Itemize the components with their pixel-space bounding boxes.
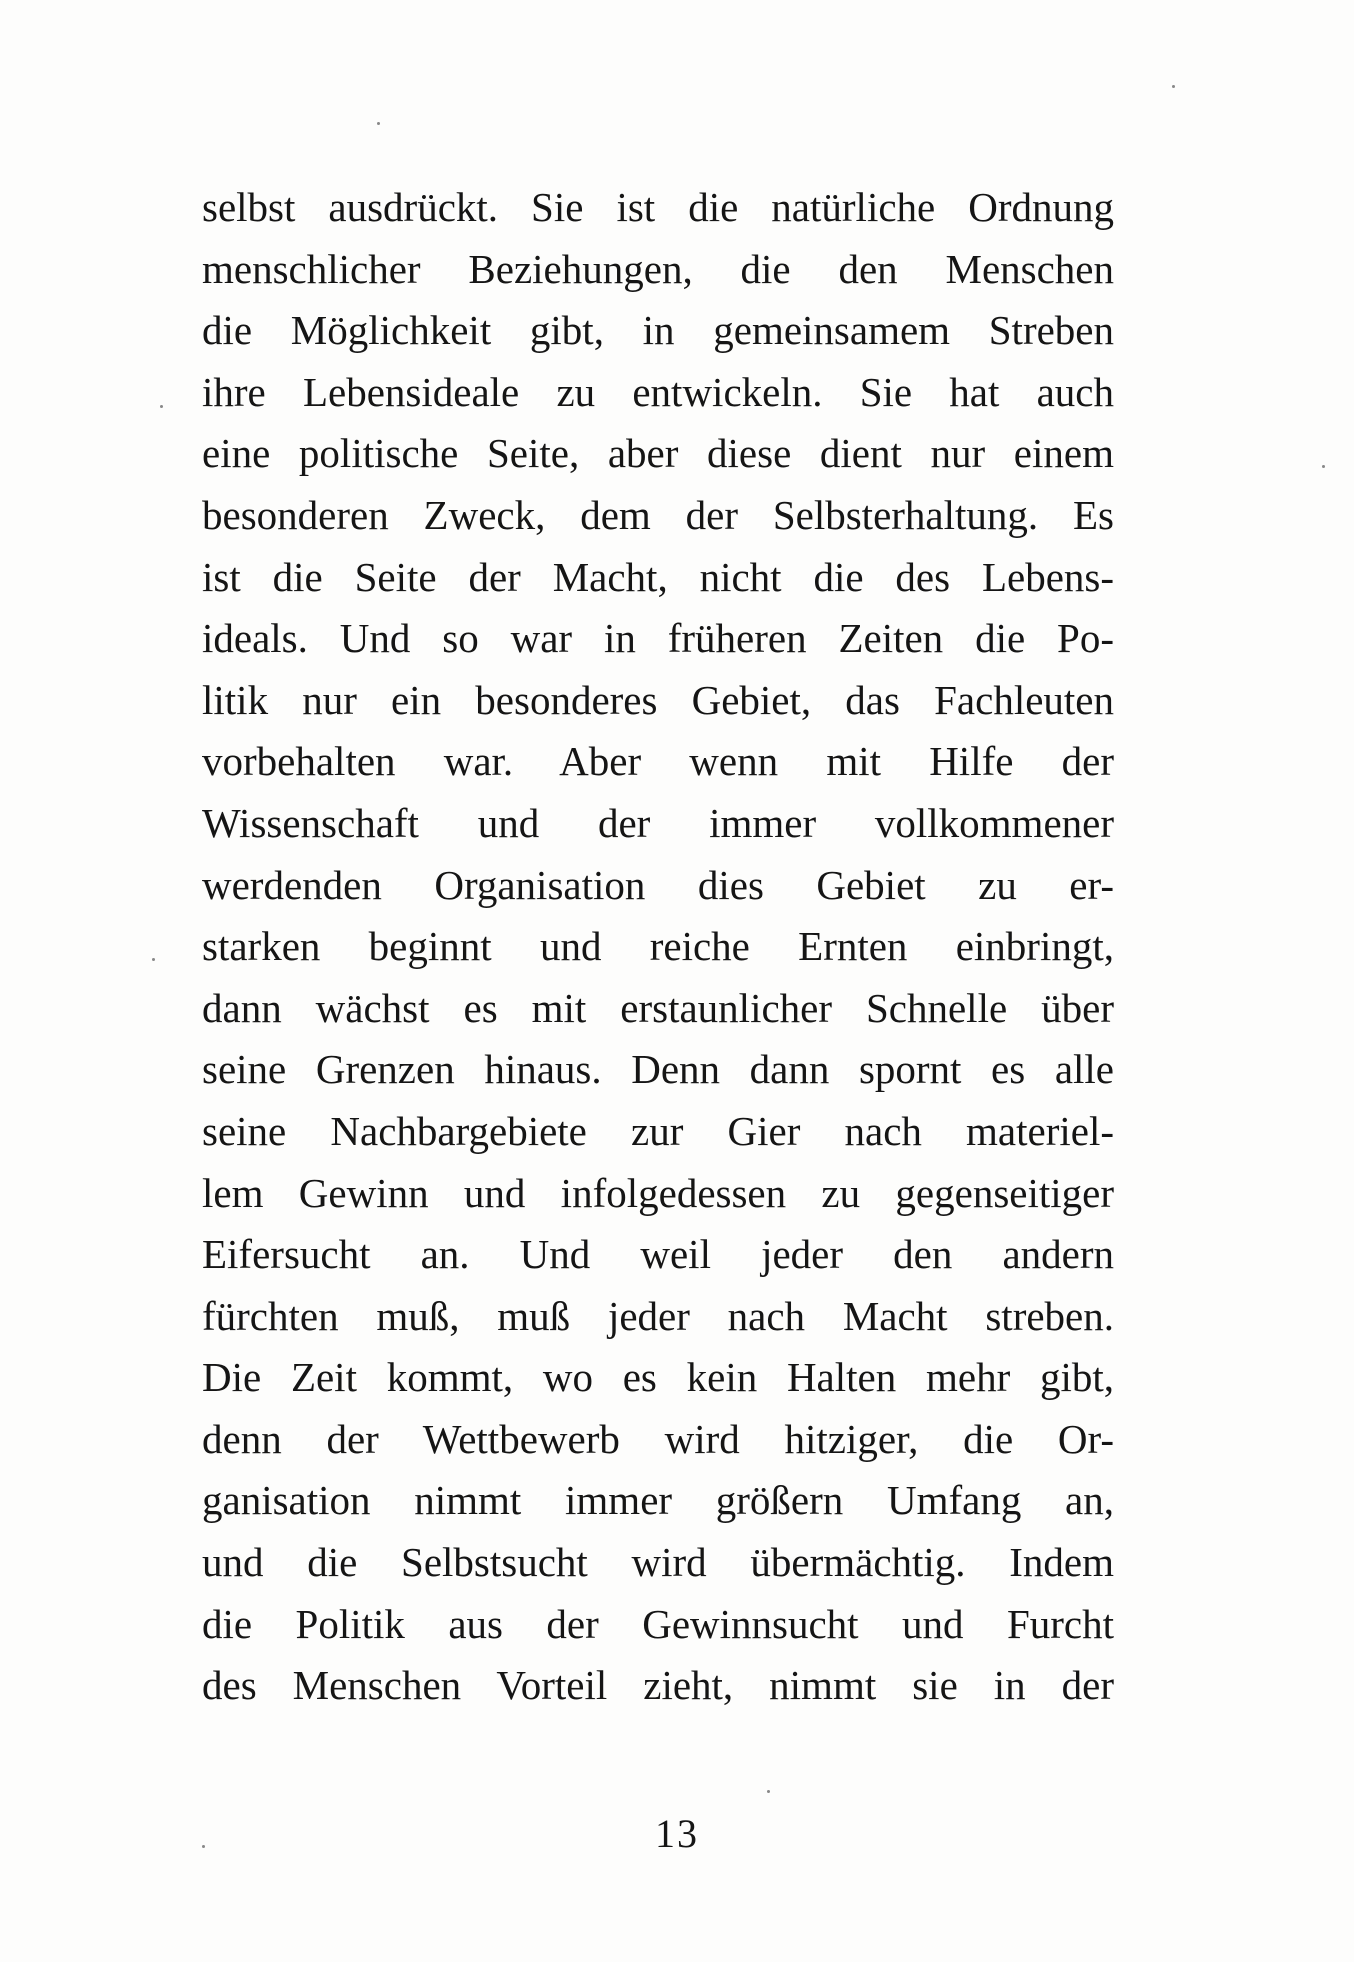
text-line: denn der Wettbewerb wird hitziger, die Or-: [202, 1415, 1114, 1462]
text-line: ihre Lebensideale zu entwickeln. Sie hat auch: [202, 368, 1114, 415]
text-line: seine Nachbargebiete zur Gier nach materiel-: [202, 1107, 1114, 1154]
text-line: Eifersucht an. Und weil jeder den andern: [202, 1231, 1114, 1278]
text-line: eine politische Seite, aber diese dient nur einem: [202, 430, 1114, 477]
text-line: die Politik aus der Gewinnsucht und Furcht: [202, 1600, 1114, 1647]
text-line: werdenden Organisation dies Gebiet zu er-: [202, 861, 1114, 908]
text-line: starken beginnt und reiche Ernten einbringt,: [202, 923, 1114, 970]
text-line: die Möglichkeit gibt, in gemeinsamem Streben: [202, 307, 1114, 354]
text-line: lem Gewinn und infolgedessen zu gegenseitiger: [202, 1169, 1114, 1216]
text-line: Wissenschaft und der immer vollkommener: [202, 799, 1114, 846]
paper-speck: [202, 1845, 205, 1848]
text-line: Die Zeit kommt, wo es kein Halten mehr gibt,: [202, 1354, 1114, 1401]
page-number: 13: [655, 1811, 699, 1856]
paper-speck: [1322, 465, 1325, 468]
paper-speck: [1172, 85, 1175, 88]
text-line: menschlicher Beziehungen, die den Menschen: [202, 245, 1114, 292]
body-text: [202, 177, 1114, 1717]
paper-speck: [160, 405, 163, 408]
paper-speck: [377, 122, 380, 125]
text-line: und die Selbstsucht wird übermächtig. Indem: [202, 1539, 1114, 1586]
text-line: dann wächst es mit erstaunlicher Schnelle über: [202, 984, 1114, 1031]
text-line: ist die Seite der Macht, nicht die des Lebens-: [202, 553, 1114, 600]
text-line: vorbehalten war. Aber wenn mit Hilfe der: [202, 738, 1114, 785]
text-line: des Menschen Vorteil zieht, nimmt sie in der: [202, 1662, 1114, 1709]
text-line: seine Grenzen hinaus. Denn dann spornt es alle: [202, 1046, 1114, 1093]
paper-speck: [767, 1790, 770, 1793]
text-line: ganisation nimmt immer größern Umfang an,: [202, 1477, 1114, 1524]
text-line: ideals. Und so war in früheren Zeiten die Po-: [202, 615, 1114, 662]
paper-speck: [152, 958, 155, 961]
text-line: fürchten muß, muß jeder nach Macht streben.: [202, 1292, 1114, 1339]
text-line: besonderen Zweck, dem der Selbsterhaltung. Es: [202, 491, 1114, 538]
text-line: selbst ausdrückt. Sie ist die natürliche Ordnung: [202, 184, 1114, 230]
text-line: litik nur ein besonderes Gebiet, das Fachleuten: [202, 676, 1114, 723]
